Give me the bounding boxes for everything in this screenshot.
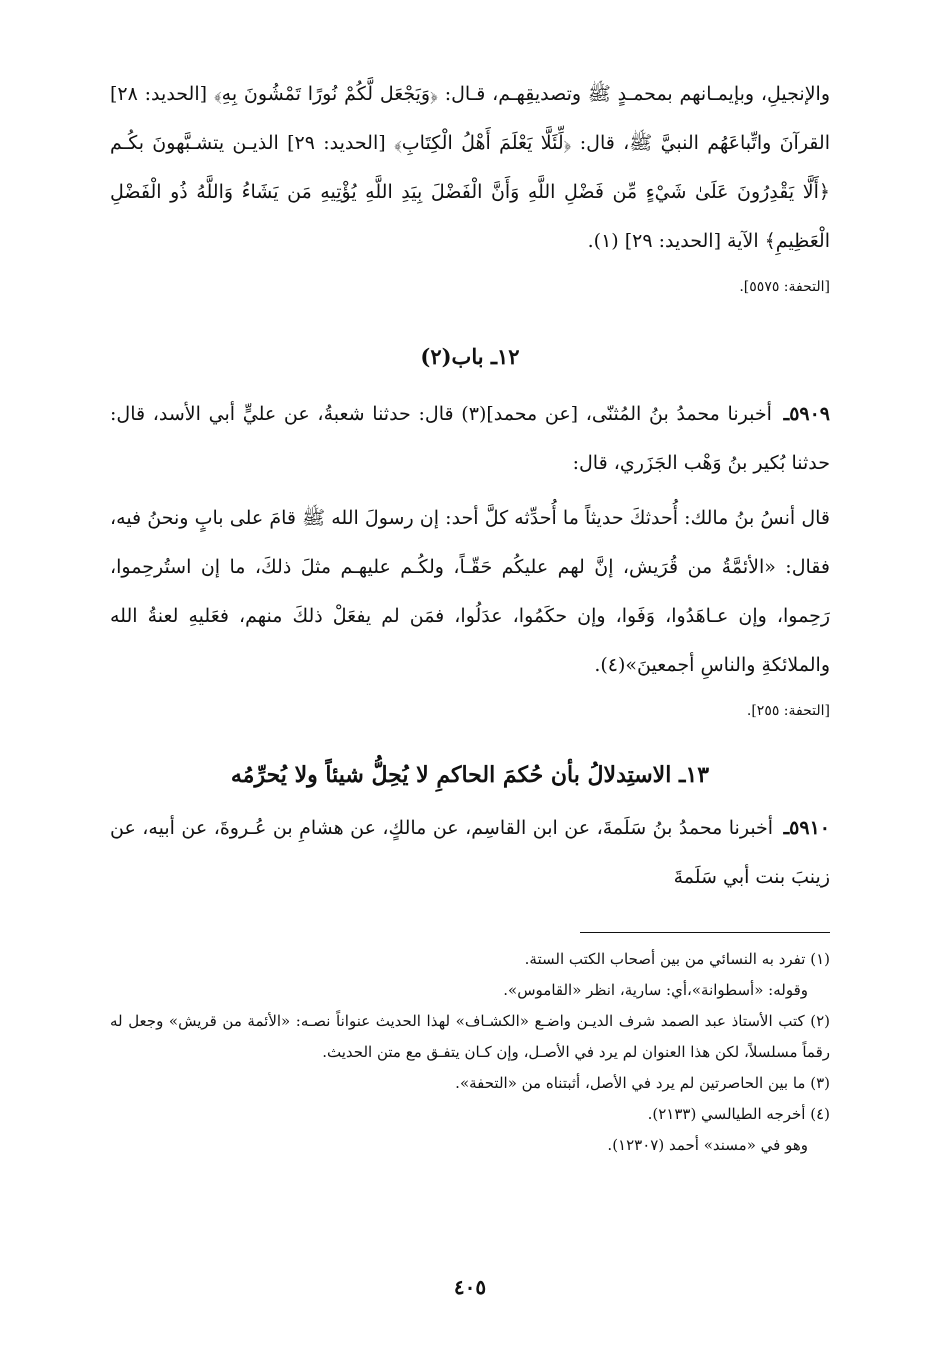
hadith-5909-number: ٥٩٠٩ـ bbox=[783, 403, 831, 425]
footnote-3: (٣) ما بين الحاصرتين لم يرد في الأصل، أثبتناه من «التحفة». bbox=[455, 1074, 830, 1092]
page-number: ٤٠٥ bbox=[453, 1275, 487, 1299]
footnote-1-continued: وقوله: «أسطوانة»،أي: سارية، انظر «القاموس». bbox=[503, 981, 808, 999]
footnote-2: (٢) كتب الأستاذ عبد الصمد شرف الديـن واضـع «الكشـاف» لهذا الحديث عنواناً نصـه: «الأئمة من قريش» وجعل له رقماً مسلسلاً، لكن هذا العنوان لم يرد في الأصـل، وإن كـان يتفـق مع متن الحديث. bbox=[110, 1012, 830, 1061]
hadith-5909-isnad: أخبرنا محمدُ بنُ المُثنّى، [عن محمد](٣) قال: حدثنا شعبةُ، عن عليٍّ أبي الأسد، قال: حدثنا بُكير بنُ وَهْب الجَزَري، قال: bbox=[110, 403, 830, 474]
chapter-heading-12: ١٢ـ باب(٢) bbox=[420, 344, 520, 369]
tuhfa-reference-2: [التحفة: ٢٥٥]. bbox=[746, 703, 830, 719]
hadith-5909-isnad-paragraph bbox=[110, 390, 830, 488]
hadith-5910-number: ٥٩١٠ـ bbox=[783, 817, 830, 839]
footnote-4: (٤) أخرجه الطيالسي (٢١٣٣). bbox=[647, 1105, 830, 1123]
hadith-5909-text: قال أنسُ بنُ مالك: أُحدثكَ حديثاً ما أُحدِّثه كلَّ أحد: إن رسولَ الله ﷺ قامَ على بابٍ ونحنُ فيه، فقال: «الأئمَّةُ من قُرَيش، إنَّ لهم عليكُم حَقّـاً، ولكُـم عليهـم مثلَ ذلكَ، ما إن استُرحِموا، رَحِموا، وإن عـاهَدُوا، وَفَوا، وإن حكَمُوا، عدَلُوا، فمَن لم يفعَلْ ذلكَ منهم، فعَليهِ لعنةُ الله والملائكةِ والناسِ أجمعينَ»(٤). bbox=[110, 507, 830, 676]
footnote-1: (١) تفرد به النسائي من بين أصحاب الكتب الستة. bbox=[524, 950, 830, 968]
chapter-heading-13: ١٣ـ الاستِدلالُ بأن حُكمَ الحاكمِ لا يُحِلُّ شيئاً ولا يُحرِّمُه bbox=[230, 762, 710, 788]
hadith-5910-paragraph bbox=[110, 804, 830, 902]
footnote-4-continued: وهو في «مسند» أحمد (١٢٣٠٧). bbox=[607, 1136, 808, 1154]
tuhfa-reference-1: [التحفة: ٥٥٧٥]. bbox=[739, 279, 830, 295]
footnotes bbox=[110, 944, 830, 1161]
book-page bbox=[110, 70, 830, 1322]
top-paragraph: والإنجيلِ، وبإيمـانهم بمحمـدٍ ﷺ وتصديقِهـم، قـال: ﴿وَيَجْعَل لَّكُمْ نُورًا تَمْشُونَ بِهِ﴾ [الحديد: ٢٨] القرآنَ واتِّباعَهُم النبيَّ ﷺ، قال: ﴿لِّئَلَّا يَعْلَمَ أَهْلُ الْكِتَابِ﴾ [الحديد: ٢٩] الذيـن يتشـبَّهونَ بكُـم ﴿أَلَّا يَقْدِرُونَ عَلَىٰ شَيْءٍ مِّن فَضْلِ اللَّهِ وَأَنَّ الْفَضْلَ بِيَدِ اللَّهِ يُؤْتِيهِ مَن يَشَاءُ وَاللَّهُ ذُو الْفَضْلِ الْعَظِيمِ﴾ الآية [الحديد: ٢٩] (١). bbox=[110, 83, 830, 252]
footnote-separator bbox=[580, 932, 830, 933]
hadith-5910-text: أخبرنا محمدُ بنُ سَلَمةَ، عن ابن القاسِم، عن مالكٍ، عن هشامِ بن عُـروةَ، عن أبيه، عن زينبَ بنت أبي سَلَمةَ bbox=[110, 817, 830, 888]
